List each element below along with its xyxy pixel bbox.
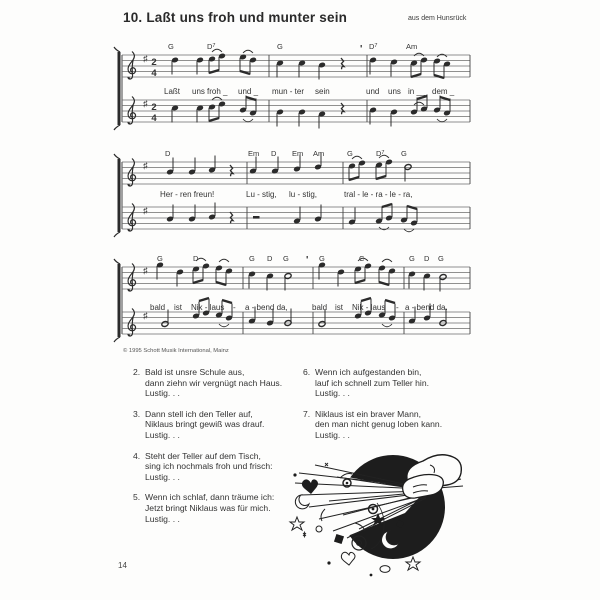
treble-clef-icon xyxy=(128,97,136,125)
verse-number: 3. xyxy=(133,408,141,419)
staff xyxy=(122,255,470,292)
chord-symbol: D xyxy=(267,254,273,263)
verse xyxy=(133,367,303,399)
lyric-syllable: a - bend da, xyxy=(245,303,288,312)
treble-clef-icon xyxy=(128,264,136,292)
chord-symbol: G xyxy=(168,42,174,51)
heart-outline xyxy=(341,552,355,565)
lyric-syllable: und _ xyxy=(238,87,259,96)
verse-lines: Wenn ich aufgestanden bin, lauf ich schnell zum Teller hin. Lustig. . . xyxy=(315,367,430,399)
lyric-syllable: ist xyxy=(174,303,182,312)
chord-symbol: $D^7$ xyxy=(376,149,385,158)
dot-3 xyxy=(370,574,373,577)
sharp-icon: ♯ xyxy=(143,98,148,109)
lyric-syllable: lu - stig, xyxy=(289,190,318,199)
lyric-syllable: dem _ xyxy=(432,87,455,96)
sparkle xyxy=(303,532,306,538)
verse xyxy=(303,367,473,399)
breath-mark: ' xyxy=(306,255,309,266)
breath-mark: ' xyxy=(360,44,363,55)
page-number: 14 xyxy=(118,561,127,570)
music-system-2 xyxy=(114,149,470,237)
slur xyxy=(382,259,392,262)
treble-clef-icon xyxy=(128,159,136,187)
svg-text:2: 2 xyxy=(151,101,157,113)
lyric-syllable: bald xyxy=(312,303,328,312)
lyric-syllable: Nik - laus xyxy=(191,303,225,312)
lyric-syllable: froh _ xyxy=(207,87,228,96)
chord-symbol: Em xyxy=(292,149,304,158)
svg-text:2: 2 xyxy=(151,56,157,68)
verse-number: 5. xyxy=(133,492,141,503)
verse-lines: Dann stell ich den Teller auf, Niklaus bringt gewiß was drauf. Lustig. . . xyxy=(145,408,265,440)
lyric-syllable: sein xyxy=(315,87,330,96)
slur xyxy=(414,102,424,105)
lyric-syllable: bald xyxy=(150,303,166,312)
music-system-1 xyxy=(114,42,470,130)
lyric-syllable: in __ xyxy=(408,87,426,96)
chord-symbol: D xyxy=(271,149,277,158)
eye-dot-1 xyxy=(346,482,349,485)
chord-symbol: G xyxy=(409,254,415,263)
slur xyxy=(219,259,229,262)
sweet-oval xyxy=(380,566,390,573)
chord-symbol: G xyxy=(438,254,444,263)
sharp-icon: ♯ xyxy=(143,265,148,276)
sharp-icon: ♯ xyxy=(143,205,148,216)
copyright-notice: © 1995 Schott Musik International, Mainz xyxy=(123,348,229,354)
chord-symbol: C xyxy=(359,254,365,263)
music-system-3 xyxy=(114,254,470,342)
lyric-syllable: Nik - laus xyxy=(352,303,386,312)
verse-number: 6. xyxy=(303,367,311,377)
sharp-icon: ♯ xyxy=(143,53,148,64)
verse-lines: Niklaus ist ein braver Mann, den man nicht genug loben kann. Lustig. . . xyxy=(315,408,443,440)
verses-column-left xyxy=(133,367,303,534)
verse-lines: Steht der Teller auf dem Tisch, sing ich nochmals froh und frisch: Lustig. . . xyxy=(145,450,273,482)
quarter-rest xyxy=(341,103,344,114)
dot-2 xyxy=(327,561,330,564)
lyric-syllable: Laßt xyxy=(164,87,181,96)
lyric-syllable: Her - ren freun! xyxy=(160,190,215,199)
star-outline-2 xyxy=(406,557,420,570)
chord-symbol: G xyxy=(319,254,325,263)
slur xyxy=(437,119,447,122)
lyric-syllable: a - bend da. xyxy=(405,303,448,312)
lyric-syllable: uns xyxy=(192,87,205,96)
sharp-icon: ♯ xyxy=(143,310,148,321)
lyric-syllable: Lu - stig, xyxy=(246,190,277,199)
slur xyxy=(352,156,362,159)
chord-symbol: G xyxy=(249,254,255,263)
verse xyxy=(303,409,473,441)
verse-number: 7. xyxy=(303,408,311,419)
verse-number: 2. xyxy=(133,367,141,377)
chord-symbol: G xyxy=(401,149,407,158)
treble-clef-icon xyxy=(128,52,136,80)
svg-text:4: 4 xyxy=(151,113,157,125)
chord-symbol: Am xyxy=(313,149,325,158)
staff xyxy=(122,44,470,80)
slur xyxy=(219,324,229,327)
slur xyxy=(212,97,222,100)
slur xyxy=(212,49,222,52)
ring-small xyxy=(316,526,322,532)
chord-symbol: G xyxy=(157,254,163,263)
verse-lines: Wenn ich schlaf, dann träume ich: Jetzt bringt Niklaus was für mich. Lustig. . . xyxy=(145,492,275,524)
chord-symbol: $D^7$ xyxy=(369,42,378,51)
lyric-syllable: tral - le - ra - le - ra, xyxy=(344,190,413,199)
half-rest xyxy=(253,216,260,219)
chord-symbol: Em xyxy=(248,149,260,158)
lyric-syllable: und xyxy=(366,87,380,96)
treble-clef-icon xyxy=(128,204,136,232)
chord-symbol: Am xyxy=(406,42,418,51)
lyric-syllable: - xyxy=(233,303,236,312)
treble-clef-icon xyxy=(128,309,136,337)
quarter-rest xyxy=(341,58,344,69)
chord-symbol: G xyxy=(283,254,289,263)
staff xyxy=(122,203,470,232)
song-source: aus dem Hunsrück xyxy=(408,15,467,22)
quarter-rest xyxy=(230,165,233,176)
verse xyxy=(133,451,303,483)
lyric-syllable: ist xyxy=(335,303,343,312)
chord-symbol: D xyxy=(165,149,171,158)
staff xyxy=(122,95,470,129)
eye-dot-2 xyxy=(372,508,375,511)
lyric-syllable: mun - ter xyxy=(272,87,305,96)
svg-text:4: 4 xyxy=(151,68,157,80)
dot-1 xyxy=(293,473,296,476)
chord-symbol: D xyxy=(193,254,199,263)
verse-number: 4. xyxy=(133,450,141,461)
chord-symbol: G xyxy=(277,42,283,51)
lyric-syllable: uns xyxy=(388,87,401,96)
chord-symbol: $D^7$ xyxy=(207,42,216,51)
chord-symbol: D xyxy=(424,254,430,263)
page-title: 10. Laßt uns froh und munter sein xyxy=(123,10,348,25)
slur xyxy=(382,324,392,327)
verse xyxy=(133,492,303,524)
niklaus-illustration xyxy=(285,443,510,598)
slur xyxy=(243,119,253,122)
slur xyxy=(404,229,414,232)
slur xyxy=(243,50,253,53)
verse xyxy=(133,409,303,441)
lyric-syllable: - xyxy=(396,303,399,312)
chord-symbol: G xyxy=(347,149,353,158)
star-outline-1 xyxy=(290,517,304,530)
sharp-icon: ♯ xyxy=(143,160,148,171)
verse-lines: Bald ist unsre Schule aus, dann ziehn wir vergnügt nach Haus. Lustig. . . xyxy=(145,367,283,399)
sparkle-2 xyxy=(325,463,328,466)
verses-column-right xyxy=(303,367,473,451)
